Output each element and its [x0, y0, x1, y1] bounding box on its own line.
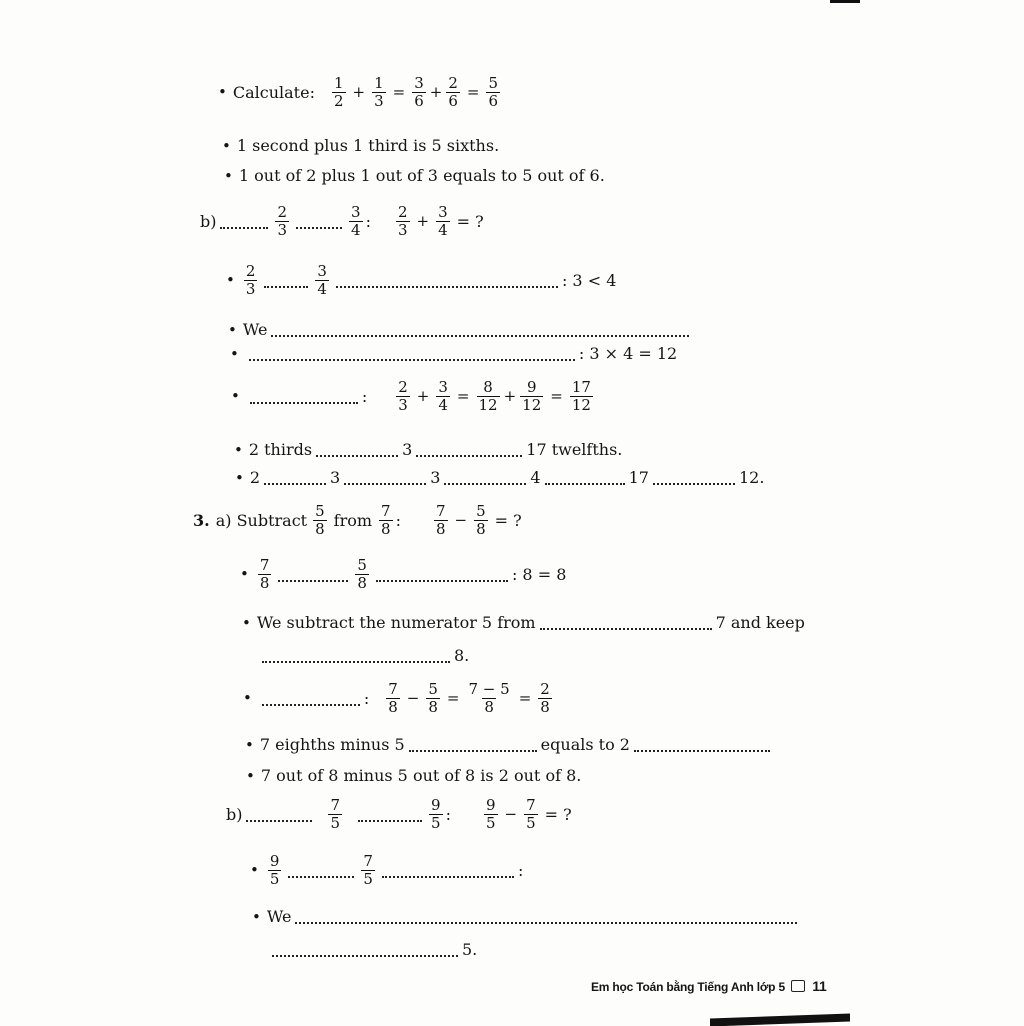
blank[interactable]: [358, 820, 422, 822]
numbers-line: • 2 3 3 4 17 12.: [235, 468, 765, 487]
blank[interactable]: [295, 922, 797, 924]
fraction: $\frac{5}{6}$: [488, 74, 499, 110]
exercise-b-line: b) $\frac{7}{5}$ $\frac{9}{5}$ : $\frac{9}{5}$ − $\frac{7}{5}$ = ?: [226, 796, 572, 832]
blank[interactable]: [336, 286, 558, 288]
blank[interactable]: [344, 483, 426, 485]
fraction: $\frac{1}{2}$: [333, 74, 344, 110]
sentence-line: • 7 out of 8 minus 5 out of 8 is 2 out of 8.: [246, 766, 582, 785]
blank[interactable]: [220, 227, 268, 229]
blank[interactable]: [264, 286, 308, 288]
we-line: • We: [228, 322, 693, 338]
blank[interactable]: [288, 876, 354, 878]
blank[interactable]: [249, 359, 575, 361]
blank[interactable]: [634, 750, 770, 752]
exercise-3-line: 3. a) Subtract $\frac{5}{8}$ from $\frac{7}{8}$ : $\frac{7}{8}$ − $\frac{5}{8}$ = ?: [193, 502, 522, 538]
blank[interactable]: [250, 402, 358, 404]
blank[interactable]: [545, 483, 625, 485]
compare-line: • $\frac{9}{5}$ $\frac{7}{5}$ :: [250, 852, 524, 888]
difference-line: • : $\frac{7}{8}$ − $\frac{5}{8}$ = $\frac{7 - 5}{8}$ = $\frac{2}{8}$: [243, 680, 550, 716]
blank[interactable]: [296, 227, 342, 229]
calculate-label: Calculate:: [232, 82, 315, 102]
bullet: •: [218, 83, 227, 102]
fraction: $\frac{2}{6}$: [448, 74, 458, 110]
fraction: $\frac{3}{6}$: [414, 74, 424, 110]
blank[interactable]: [540, 628, 712, 630]
book-title: Em học Toán bằng Tiếng Anh lớp 5: [591, 980, 785, 994]
blank[interactable]: [409, 750, 537, 752]
continuation-line: 8.: [258, 648, 469, 664]
exercise-number: 3.: [193, 510, 210, 530]
blank[interactable]: [376, 580, 508, 582]
blank[interactable]: [272, 955, 458, 957]
blank[interactable]: [278, 580, 348, 582]
subtract-sentence-line: • We subtract the numerator 5 from 7 and keep: [242, 613, 805, 632]
blank[interactable]: [246, 820, 312, 822]
book-icon: [791, 980, 805, 992]
we-line: • We: [252, 909, 801, 925]
blank[interactable]: [382, 876, 514, 878]
blank[interactable]: [444, 483, 526, 485]
compare-line: • $\frac{7}{8}$ $\frac{5}{8}$ : 8 = 8: [240, 556, 567, 592]
blank[interactable]: [316, 455, 398, 457]
exercise-b-line: b) $\frac{2}{3}$ $\frac{3}{4}$ : $\frac{2}{3}$ + $\frac{3}{4}$ = ?: [200, 203, 484, 239]
words-line: • 7 eighths minus 5 equals to 2: [245, 737, 774, 753]
continuation-line: 5.: [268, 942, 477, 958]
blank[interactable]: [653, 483, 735, 485]
blank[interactable]: [416, 455, 522, 457]
words-line: • 2 thirds 3 17 twelfths.: [234, 440, 623, 459]
sentence-line: • 1 out of 2 plus 1 out of 3 equals to 5 out of 6.: [224, 166, 605, 185]
sum-line: • : $\frac{2}{3}$ + $\frac{3}{4}$ = $\frac{8}{12}$ + $\frac{9}{12}$ = $\frac{17}{12}$: [231, 378, 591, 414]
scan-edge-mark: [830, 0, 860, 3]
footer: [591, 978, 827, 994]
scan-edge-mark: [710, 1014, 850, 1026]
blank[interactable]: [262, 661, 450, 663]
blank[interactable]: [262, 704, 360, 706]
blank[interactable]: [264, 483, 326, 485]
fraction: $\frac{1}{3}$: [374, 74, 384, 110]
sentence-line: • 1 second plus 1 third is 5 sixths.: [222, 136, 500, 155]
product-line: • : 3 × 4 = 12: [230, 344, 678, 363]
compare-line: • $\frac{2}{3}$ $\frac{3}{4}$ : 3 < 4: [226, 262, 617, 298]
page-number: 11: [812, 978, 827, 994]
blank[interactable]: [271, 335, 689, 337]
calculate-line: • Calculate: $\frac{1}{2}$ + $\frac{1}{3}$ = $\frac{3}{6}$ + $\frac{2}{6}$ = $\frac{5}{6}$: [218, 74, 499, 110]
